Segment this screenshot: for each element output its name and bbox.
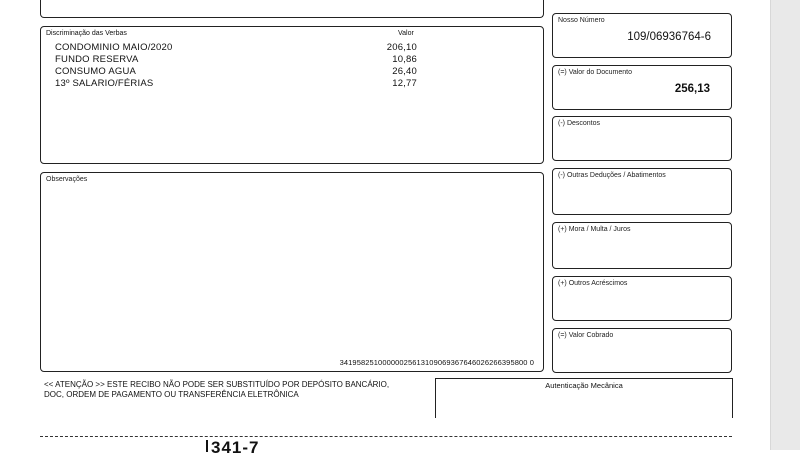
cut-line bbox=[40, 436, 732, 437]
verba-value: 10,86 bbox=[392, 54, 417, 65]
linha-digitavel: 34195825100000025613109069367646026266395800 0 bbox=[339, 358, 534, 367]
attention-notice bbox=[44, 380, 414, 400]
verba-description: CONDOMINIO MAIO/2020 bbox=[55, 42, 173, 53]
valor-cobrado-box bbox=[552, 328, 732, 373]
outras-deducoes-label: (-) Outras Deduções / Abatimentos bbox=[558, 172, 666, 179]
verba-value: 12,77 bbox=[392, 78, 417, 89]
verbas-box bbox=[40, 26, 544, 164]
observacoes-label: Observações bbox=[46, 176, 88, 183]
autenticacao-mecanica-label: Autenticação Mecânica bbox=[545, 381, 623, 390]
nosso-numero-value: 109/06936764-6 bbox=[627, 31, 711, 43]
verbas-header-value: Valor bbox=[398, 30, 414, 37]
top-field-box bbox=[40, 0, 544, 18]
verba-value: 206,10 bbox=[386, 42, 417, 53]
valor-documento-label: (=) Valor do Documento bbox=[558, 69, 632, 76]
descontos-label: (-) Descontos bbox=[558, 120, 601, 127]
nosso-numero-box bbox=[552, 13, 732, 58]
valor-documento-box bbox=[552, 65, 732, 110]
verba-value: 26,40 bbox=[392, 66, 417, 77]
mora-multa-juros-label: (+) Mora / Multa / Juros bbox=[558, 226, 631, 233]
verba-description: 13º SALARIO/FÉRIAS bbox=[55, 78, 154, 89]
outras-deducoes-box bbox=[552, 168, 732, 215]
attention-line-1: << ATENÇÃO >> ESTE RECIBO NÃO PODE SER SUBSTITUÍDO POR DEPÓSITO BANCÁRIO, bbox=[44, 380, 390, 389]
verba-description: CONSUMO AGUA bbox=[55, 66, 137, 77]
outros-acrescimos-box bbox=[552, 276, 732, 321]
verba-row bbox=[55, 54, 417, 65]
autenticacao-mecanica-box bbox=[435, 378, 733, 418]
descontos-box bbox=[552, 116, 732, 161]
verba-description: FUNDO RESERVA bbox=[55, 54, 139, 65]
attention-line-2: DOC, ORDEM DE PAGAMENTO OU TRANSFERÊNCIA ELETRÔNICA bbox=[44, 390, 299, 399]
verba-row bbox=[55, 42, 417, 53]
nosso-numero-label: Nosso Número bbox=[558, 17, 605, 24]
valor-documento-value: 256,13 bbox=[674, 83, 710, 95]
valor-cobrado-label: (=) Valor Cobrado bbox=[558, 332, 614, 339]
observacoes-box bbox=[40, 172, 544, 372]
mora-multa-juros-box bbox=[552, 222, 732, 269]
bank-code: 341-7 bbox=[211, 438, 260, 457]
viewer-scrollbar[interactable] bbox=[770, 0, 800, 450]
outros-acrescimos-label: (+) Outros Acréscimos bbox=[558, 280, 628, 287]
verbas-header-description: Discriminação das Verbas bbox=[46, 30, 127, 37]
verba-row bbox=[55, 66, 417, 77]
verba-row bbox=[55, 78, 417, 89]
